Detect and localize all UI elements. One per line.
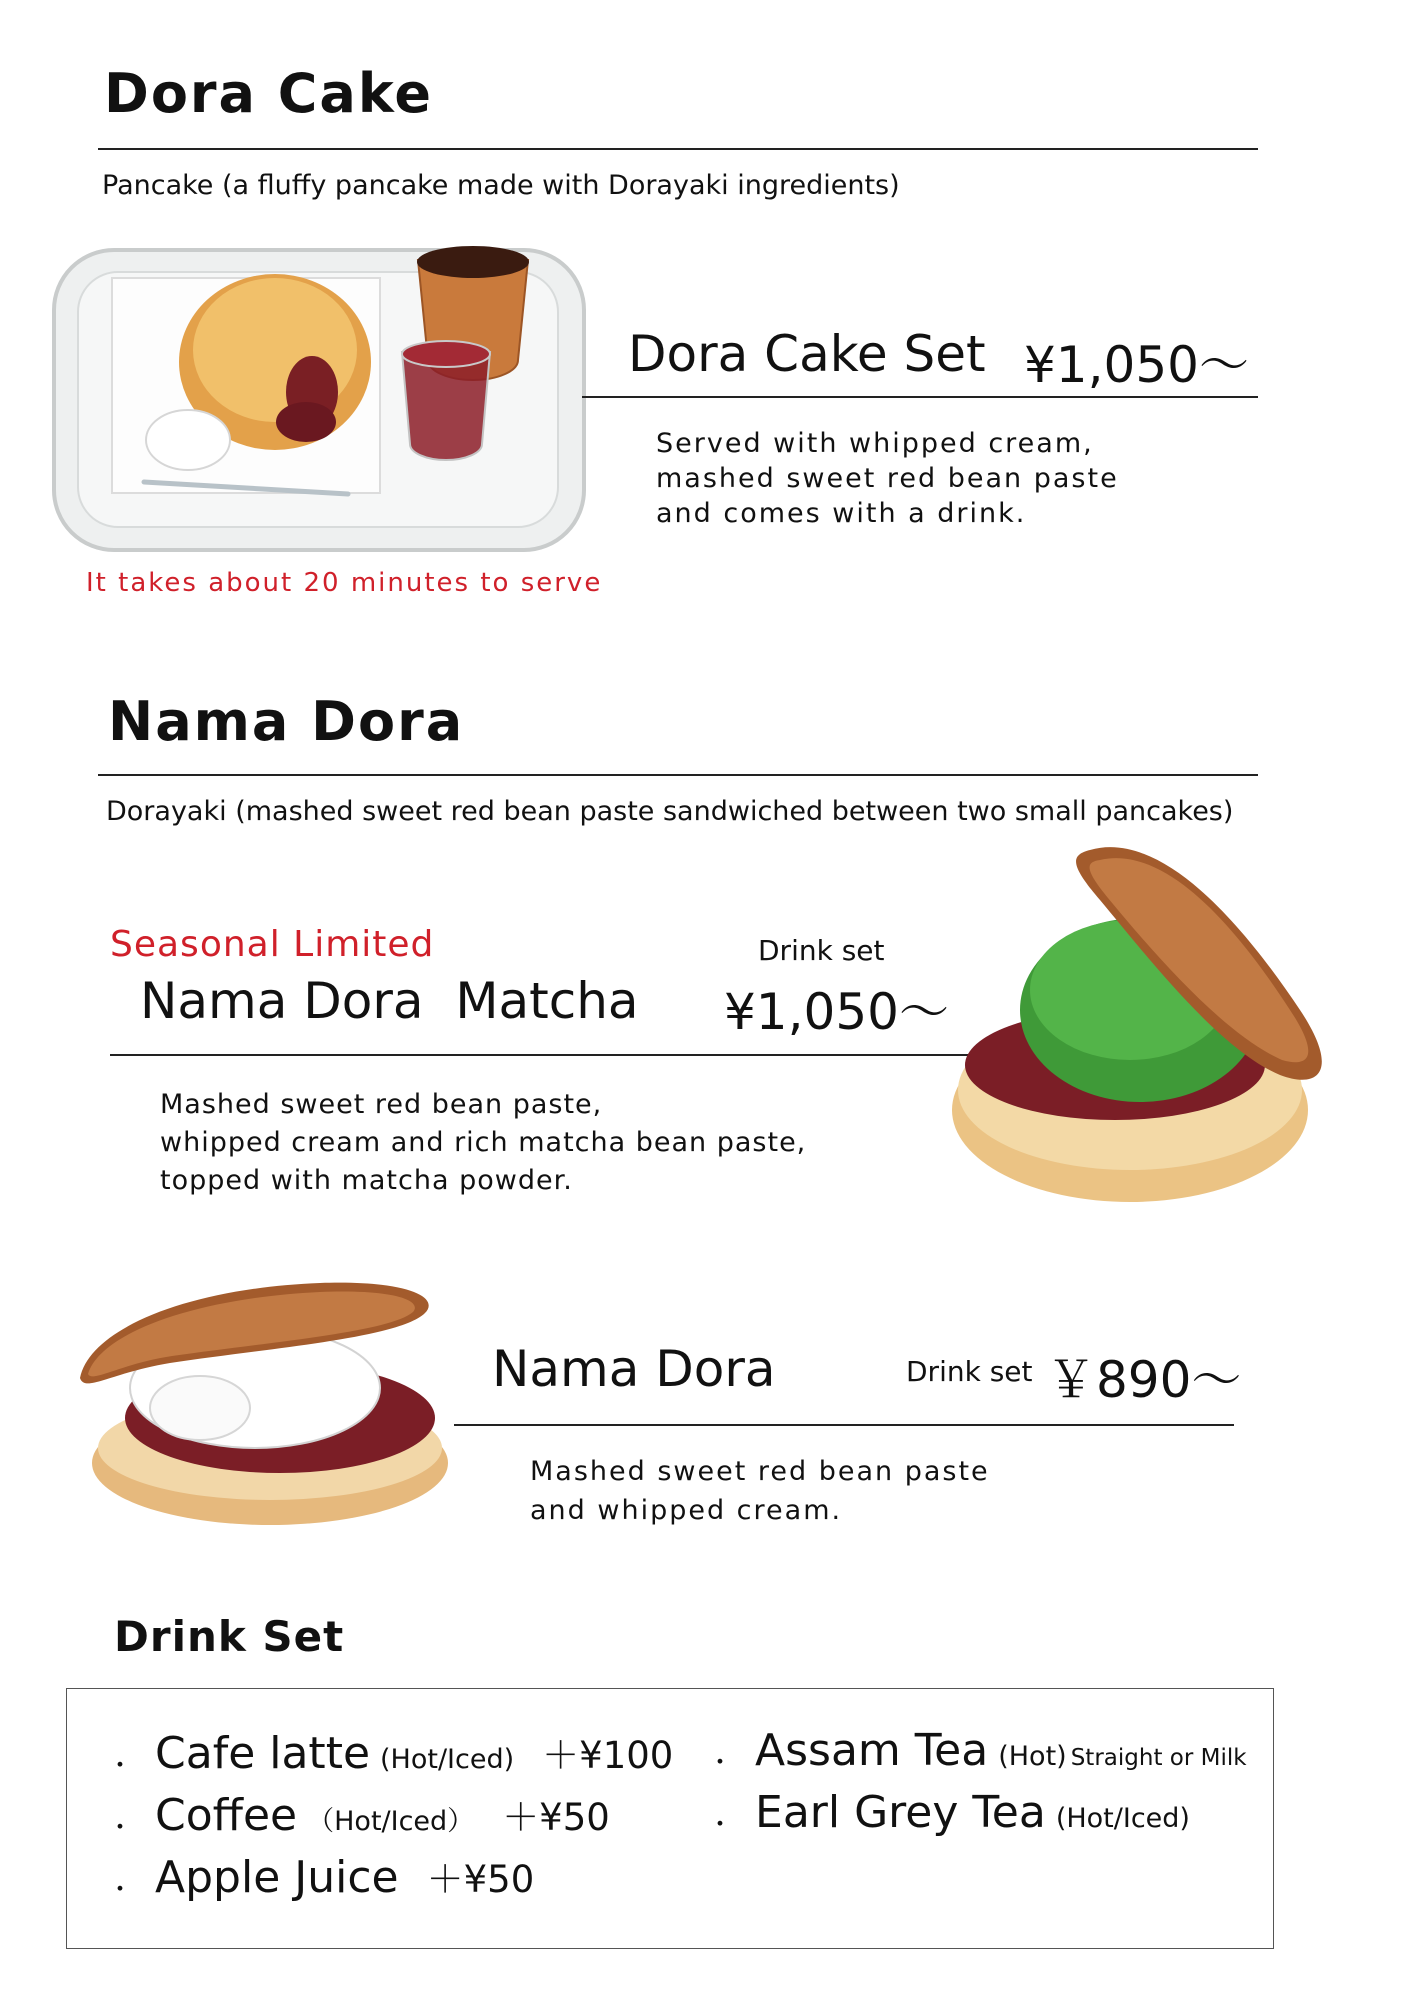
drink-name: Earl Grey Tea [755,1787,1046,1838]
drink-item [107,1849,534,1906]
section-divider [98,774,1258,776]
pancake-tray-illustration [40,232,600,562]
drink-item [107,1725,673,1782]
drink-price: ＋¥100 [542,1734,674,1777]
drink-price: ＋¥50 [502,1796,610,1839]
dora-cake-description: Served with whipped cream, mashed sweet red bean paste and comes with a drink. [656,428,1119,529]
nama-dora-description: Mashed sweet red bean paste and whipped cream. [530,1456,990,1526]
seasonal-limited-badge: Seasonal Limited [110,924,435,965]
drink-item [107,1787,610,1844]
nama-dora-item-price: ￥890～ [1046,1351,1242,1409]
drink-name: Apple Juice [155,1852,399,1903]
drink-set-label: Drink set [758,934,885,967]
drink-item [707,1787,1190,1841]
drink-option: (Hot/Iced) [380,1744,515,1775]
drink-name: Coffee [155,1790,298,1841]
drink-name: Cafe latte [155,1728,371,1779]
bullet: ・ [107,1875,134,1905]
bullet: ・ [107,1751,134,1781]
matcha-item-name: Nama Dora Matcha [140,972,639,1030]
matcha-description: Mashed sweet red bean paste, whipped cream and rich matcha bean paste, topped with matcha powder. [160,1089,807,1196]
item-divider [454,1424,1234,1426]
bullet: ・ [107,1813,134,1843]
drink-option: (Hot) [998,1741,1067,1772]
drink-option: (Hot/Iced) [1055,1803,1190,1834]
drink-set-box [66,1688,1274,1949]
matcha-dorayaki-illustration [940,840,1360,1220]
drink-option: （Hot/Iced） [307,1806,475,1837]
drink-item [707,1725,1247,1779]
bullet: ・ [707,1810,734,1840]
matcha-item-price: ¥1,050～ [724,983,949,1041]
bullet: ・ [707,1748,734,1778]
item-divider [110,1054,980,1056]
item-divider [582,396,1258,398]
drink-note: Straight or Milk [1070,1745,1247,1771]
serving-time-notice: It takes about 20 minutes to serve [86,568,603,598]
drink-set-label: Drink set [906,1355,1033,1388]
drink-name: Assam Tea [755,1725,989,1776]
nama-dora-item-name: Nama Dora [492,1340,776,1398]
section-title-dora-cake: Dora Cake [104,62,433,125]
drink-price: ＋¥50 [426,1858,535,1901]
section-divider [98,148,1258,150]
dora-cake-set-price: ¥1,050～ [1024,336,1249,394]
section-subtitle: Dorayaki (mashed sweet red bean paste sandwiched between two small pancakes) [106,796,1234,827]
section-subtitle: Pancake (a fluffy pancake made with Dorayaki ingredients) [102,170,900,201]
nama-dorayaki-illustration [70,1268,460,1538]
drink-set-title: Drink Set [114,1612,345,1661]
dora-cake-set-name: Dora Cake Set [628,325,986,383]
section-title-nama-dora: Nama Dora [108,690,465,753]
